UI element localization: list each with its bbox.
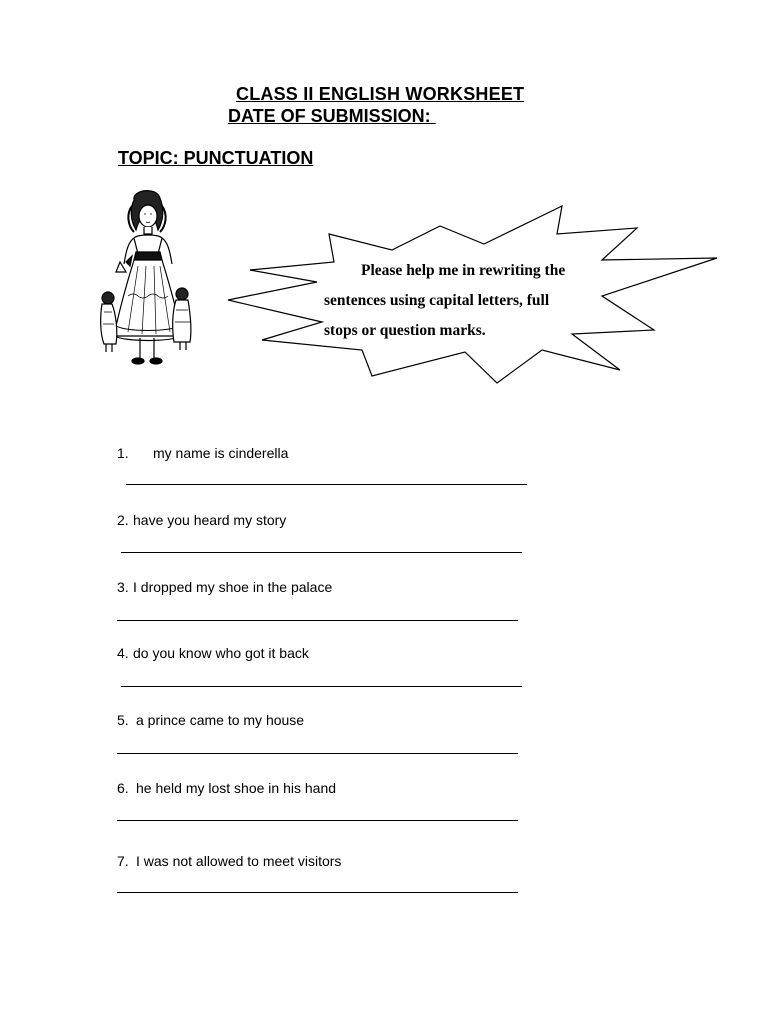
question-number: 5.: [117, 712, 129, 728]
question-3: [117, 579, 332, 595]
answer-line-4[interactable]: [121, 686, 522, 687]
bubble-line-3: stops or question marks.: [324, 322, 486, 339]
answer-line-2[interactable]: [121, 552, 522, 553]
question-7: [117, 853, 341, 869]
submission-date-line: [228, 106, 541, 127]
question-text: I was not allowed to meet visitors: [136, 853, 342, 869]
question-number: 4.: [117, 645, 129, 661]
bubble-line-2: sentences using capital letters, full: [324, 292, 550, 309]
bubble-instruction: [318, 256, 608, 346]
answer-line-1[interactable]: [126, 484, 527, 485]
submission-date-blank: [431, 106, 541, 127]
question-text: he held my lost shoe in his hand: [136, 780, 337, 796]
cinderella-illustration: [98, 186, 198, 372]
question-4: [117, 645, 309, 661]
question-1: [117, 445, 288, 461]
question-number: 3.: [117, 579, 129, 595]
bubble-line-1: Please help me in rewriting the: [361, 262, 566, 279]
question-2: [117, 512, 286, 528]
question-number: 1.: [117, 445, 129, 461]
question-5: [117, 712, 304, 728]
answer-line-7[interactable]: [117, 892, 518, 893]
question-number: 2.: [117, 512, 129, 528]
question-text: a prince came to my house: [136, 712, 305, 728]
topic-heading: TOPIC: PUNCTUATION: [118, 148, 314, 168]
answer-line-3[interactable]: [117, 620, 518, 621]
submission-date-label: DATE OF SUBMISSION:: [228, 106, 431, 126]
question-number: 6.: [117, 780, 129, 796]
question-6: [117, 780, 336, 796]
question-number: 7.: [117, 853, 129, 869]
question-text: have you heard my story: [133, 512, 287, 528]
question-text: I dropped my shoe in the palace: [133, 579, 333, 595]
question-text: do you know who got it back: [133, 645, 309, 661]
worksheet-title: CLASS II ENGLISH WORKSHEET: [236, 84, 525, 104]
answer-line-5[interactable]: [117, 753, 518, 754]
question-text: my name is cinderella: [153, 445, 289, 461]
answer-line-6[interactable]: [117, 820, 518, 821]
